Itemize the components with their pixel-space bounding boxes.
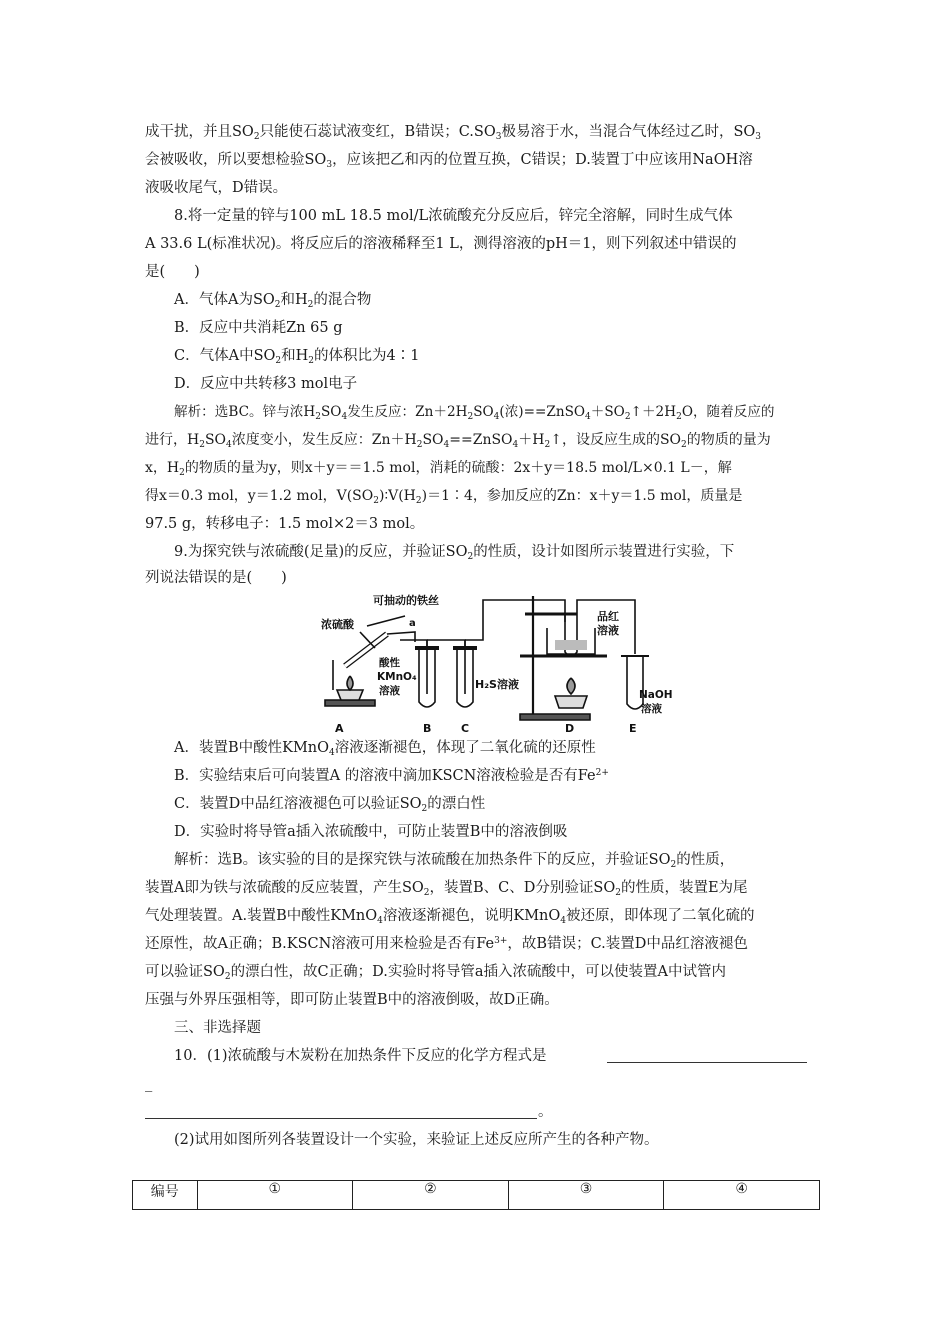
answer-blank-1[interactable] xyxy=(607,1062,807,1063)
q9-stem-1: 9.为探究铁与浓硫酸(足量)的反应，并验证$SO_2$的性质，设计如图所示装置进行实验，下 xyxy=(174,544,735,562)
q8-stem-3: 是( ) xyxy=(145,264,200,280)
label-iron-wire: 可抽动的铁丝 xyxy=(373,594,439,607)
label-D: D xyxy=(565,722,575,735)
q9-option-c: C．装置D中品红溶液褪色可以验证$SO_2$的漂白性 xyxy=(174,796,486,814)
label-naoh-2: 溶液 xyxy=(641,703,662,715)
q8-analysis-5: 97.5 g，转移电子：1.5 mol×2＝3 mol。 xyxy=(145,516,425,532)
q8-stem-2: A 33.6 L(标准状况)。将反应后的溶液稀释至1 L，测得溶液的pH＝1，则下列叙述中错误的 xyxy=(145,236,737,252)
q8-option-a: A．气体A为$SO_2$和$H_2$的混合物 xyxy=(174,292,372,310)
iron-wire xyxy=(367,616,405,626)
q7-line-1: 成干扰，并且$SO_2$只能使石蕊试液变红，B错误；$C.SO_3$极易溶于水，当混合气体经过乙时，$SO_3$ xyxy=(145,124,762,142)
q9-analysis-5: 可以验证$SO_2$的漂白性，故C正确；D.实验时将导管a插入浓硫酸中，可以使装置A中试管内 xyxy=(145,964,726,982)
q9-analysis-4: 还原性，故A正确；B.KSCN溶液可用来检验是否有$Fe^{3+}$，故B错误；C.装置D中品红溶液褪色 xyxy=(145,936,748,952)
label-kmno4-2: KMnO₄ xyxy=(377,671,417,683)
label-naoh-1: NaOH xyxy=(639,689,673,701)
label-A: A xyxy=(335,722,344,735)
table-row xyxy=(133,1181,820,1210)
label-B: B xyxy=(423,722,432,735)
label-conc-acid: 浓硫酸 xyxy=(321,618,354,631)
q8-option-b: B．反应中共消耗Zn 65 g xyxy=(174,320,343,336)
q10-part1: 10．(1)浓硫酸与木炭粉在加热条件下反应的化学方程式是 xyxy=(174,1048,547,1064)
q8-option-c: C．气体A中$SO_2$和$H_2$的体积比为4∶1 xyxy=(174,348,420,366)
label-pinhong-2: 溶液 xyxy=(597,624,619,637)
q10-dash: _ xyxy=(145,1076,153,1092)
stand-a-base xyxy=(325,700,375,706)
q9-stem-2: 列说法错误的是( ) xyxy=(145,570,287,586)
q7-line-2: 会被吸收，所以要想检验$SO_3$，应该把乙和丙的位置互换，C错误；D.装置丁中应该用NaOH溶 xyxy=(145,152,753,170)
label-pinhong-1: 品红 xyxy=(597,610,619,623)
label-kmno4-1: 酸性 xyxy=(379,657,400,669)
q9-option-d: D．实验时将导管a插入浓硫酸中，可防止装置B中的溶液倒吸 xyxy=(174,824,568,840)
table-cell: ① xyxy=(197,1181,353,1210)
q8-analysis-4: 得x＝0.3 mol，y＝1.2 mol，$V(SO_2)∶V(H_2)=1∶4$，参加反应的Zn：x＋y＝1.5 mol，质量是 xyxy=(145,488,743,506)
q9-analysis-6: 压强与外界压强相等，即可防止装置B中的溶液倒吸，故D正确。 xyxy=(145,992,559,1008)
q10-part2: (2)试用如图所列各装置设计一个实验，来验证上述反应所产生的各种产物。 xyxy=(174,1132,659,1148)
device-number-table xyxy=(132,1180,820,1210)
pipe-a-b xyxy=(400,640,427,646)
q8-option-d: D．反应中共转移3 mol电子 xyxy=(174,376,358,392)
q9-option-a: A．装置B中酸性KMnO$_4$溶液逐渐褪色，体现了二氧化硫的还原性 xyxy=(174,740,596,758)
label-C: C xyxy=(461,722,470,735)
q9-option-b: B．实验结束后可向装置A 的溶液中滴加KSCN溶液检验是否有$Fe^{2+}$ xyxy=(174,768,609,784)
label-E: E xyxy=(629,722,637,735)
q8-stem-1: 8.将一定量的锌与100 mL 18.5 mol/L浓硫酸充分反应后，锌完全溶解，同时生成气体 xyxy=(174,208,733,224)
pipe-b-c xyxy=(427,640,465,646)
q9-analysis-2: 装置A即为铁与浓硫酸的反应装置，产生$SO_2$，装置B、C、D分别验证$SO_2$的性质，装置E为尾 xyxy=(145,880,748,898)
label-kmno4-3: 溶液 xyxy=(379,685,400,697)
table-cell: 编号 xyxy=(133,1181,198,1210)
q8-analysis-1: 解析：选BC。锌与浓$H_2SO_4$发生反应：$Zn+2H_2SO_4$(浓)$==ZnSO_4+SO_2↑+2H_2O$，随着反应的 xyxy=(174,404,775,422)
q10-period: 。 xyxy=(538,1104,553,1120)
table-cell: ② xyxy=(353,1181,509,1210)
label-a: a xyxy=(409,618,416,629)
table-cell: ③ xyxy=(508,1181,664,1210)
q8-analysis-3: x，$H_2$的物质的量为y，则x＋y＝＝1.5 mol，消耗的硫酸：2x＋y＝18.5 mol/L×0.1 L－，解 xyxy=(145,460,732,478)
table-cell: ④ xyxy=(664,1181,820,1210)
answer-blank-2[interactable] xyxy=(145,1118,537,1119)
q7-line-3: 液吸收尾气，D错误。 xyxy=(145,180,288,196)
apparatus-diagram xyxy=(315,590,695,738)
section-title: 三、非选择题 xyxy=(174,1020,261,1036)
lamp-a xyxy=(337,690,363,700)
label-h2s: H₂S溶液 xyxy=(475,678,519,691)
test-tube-e xyxy=(627,656,643,709)
q9-analysis-3: 气处理装置。A.装置B中酸性KMnO$_4$溶液逐渐褪色，说明KMnO$_4$被还原，即体现了二氧化硫的 xyxy=(145,908,755,926)
q9-analysis-1: 解析：选B。该实验的目的是探究铁与浓硫酸在加热条件下的反应，并验证$SO_2$的性质， xyxy=(174,852,735,870)
pipe-c-d xyxy=(465,600,565,640)
q8-analysis-2: 进行，$H_2SO_4$浓度变小，发生反应：$Zn+H_2SO_4==ZnSO_4+H_2↑$，设反应生成的$SO_2$的物质的量为 xyxy=(145,432,771,450)
